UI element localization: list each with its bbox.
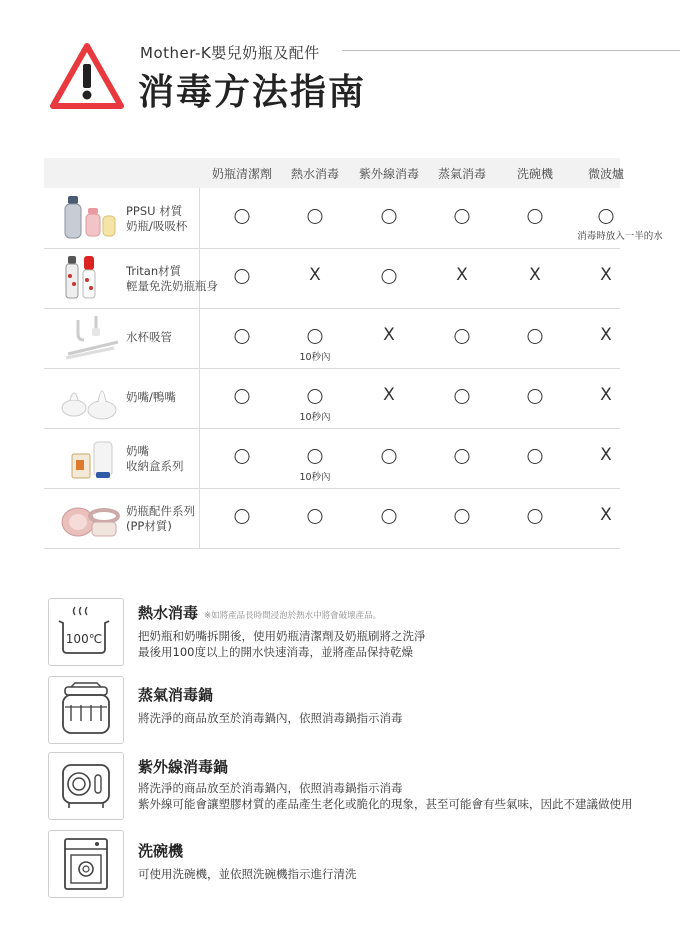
suitable-mark xyxy=(235,389,250,404)
suitable-mark xyxy=(382,269,397,284)
cell-note: 10秒內 xyxy=(299,352,331,363)
suitable-mark xyxy=(308,209,323,224)
unsuitable-mark: X xyxy=(600,325,612,345)
suitable-mark xyxy=(235,509,250,524)
product-name: 奶瓶配件系列 (PP材質) xyxy=(126,504,195,533)
brand-subtitle: Mother-K嬰兒奶瓶及配件 xyxy=(140,44,320,62)
suitable-mark xyxy=(382,449,397,464)
unsuitable-mark: X xyxy=(600,265,612,285)
suitable-mark xyxy=(528,329,543,344)
method-description: 可使用洗碗機，並依照洗碗機指示進行清洗 xyxy=(138,867,357,881)
unsuitable-mark: X xyxy=(383,325,395,345)
unsuitable-mark: X xyxy=(529,265,541,285)
dishwasher-icon xyxy=(48,830,124,898)
hot-water-pot-icon xyxy=(48,598,124,666)
suitable-mark xyxy=(455,329,470,344)
suitable-mark xyxy=(455,509,470,524)
table-row xyxy=(44,488,620,549)
product-name: Tritan材質 輕量免洗奶瓶瓶身 xyxy=(126,264,218,293)
cell-note: 10秒內 xyxy=(299,472,331,483)
table-row xyxy=(44,308,620,369)
column-header: 洗碗機 xyxy=(516,167,554,181)
table-header xyxy=(44,158,625,188)
table-row xyxy=(44,188,663,249)
column-header: 蒸氣消毒 xyxy=(437,167,487,181)
suitable-mark xyxy=(235,209,250,224)
unsuitable-mark: X xyxy=(600,385,612,405)
suitable-mark xyxy=(235,329,250,344)
unsuitable-mark: X xyxy=(600,505,612,525)
suitable-mark xyxy=(235,449,250,464)
header xyxy=(0,0,680,130)
unsuitable-mark: X xyxy=(600,445,612,465)
column-header: 微波爐 xyxy=(587,167,625,181)
suitable-mark xyxy=(308,329,323,344)
suitable-mark xyxy=(235,269,250,284)
cell-note: 消毒時放入一半的水 xyxy=(577,231,663,242)
steam-sterilizer-icon xyxy=(48,676,124,744)
method-title: 熱水消毒 ※如將產品長時間浸泡於熱水中將會破壞產品。 xyxy=(138,604,382,622)
method-title: 紫外線消毒鍋 xyxy=(138,758,229,776)
product-name: 水杯吸管 xyxy=(126,330,172,344)
temperature-label: 100℃ xyxy=(65,632,103,646)
suitable-mark xyxy=(528,209,543,224)
product-name: 奶嘴 收納盒系列 xyxy=(126,444,184,473)
suitable-mark xyxy=(382,509,397,524)
unsuitable-mark: X xyxy=(383,385,395,405)
divider xyxy=(342,50,680,51)
unsuitable-mark: X xyxy=(309,265,321,285)
suitable-mark xyxy=(455,389,470,404)
method-title: 洗碗機 xyxy=(138,842,184,860)
table-row xyxy=(44,428,620,489)
suitable-mark xyxy=(308,389,323,404)
suitable-mark xyxy=(528,509,543,524)
suitable-mark xyxy=(528,389,543,404)
suitable-mark xyxy=(382,209,397,224)
cell-note: 10秒內 xyxy=(299,412,331,423)
page-title: 消毒方法指南 xyxy=(138,72,367,113)
product-name: 奶嘴/鴨嘴 xyxy=(126,390,176,404)
suitable-mark xyxy=(308,509,323,524)
warning-triangle-icon xyxy=(50,42,124,110)
product-name: PPSU 材質 奶瓶/吸吸杯 xyxy=(126,204,188,233)
column-header: 紫外線消毒 xyxy=(358,167,420,181)
uv-sterilizer-icon xyxy=(48,752,124,820)
method-warning: ※如將產品長時間浸泡於熱水中將會破壞產品。 xyxy=(204,611,382,621)
column-header: 熱水消毒 xyxy=(290,167,340,181)
suitable-mark xyxy=(455,449,470,464)
method-description: 把奶瓶和奶嘴拆開後，使用奶瓶清潔劑及奶瓶刷將之洗淨 最後用100度以上的開水快速消毒，並將產品保持乾燥 xyxy=(138,629,426,659)
table-row xyxy=(44,248,620,309)
table-row xyxy=(44,368,620,429)
suitable-mark xyxy=(599,209,614,224)
method-description: 將洗淨的商品放至於消毒鍋內，依照消毒鍋指示消毒 xyxy=(138,711,403,725)
method-title: 蒸氣消毒鍋 xyxy=(138,686,214,704)
unsuitable-mark: X xyxy=(456,265,468,285)
suitable-mark xyxy=(528,449,543,464)
column-header: 奶瓶清潔劑 xyxy=(211,167,273,181)
suitable-mark xyxy=(455,209,470,224)
suitable-mark xyxy=(308,449,323,464)
method-description: 將洗淨的商品放至於消毒鍋內，依照消毒鍋指示消毒 紫外線可能會讓塑膠材質的產品產生老化或脆化的現象，甚至可能會有些氣味，因此不建議做使用 xyxy=(138,781,633,811)
